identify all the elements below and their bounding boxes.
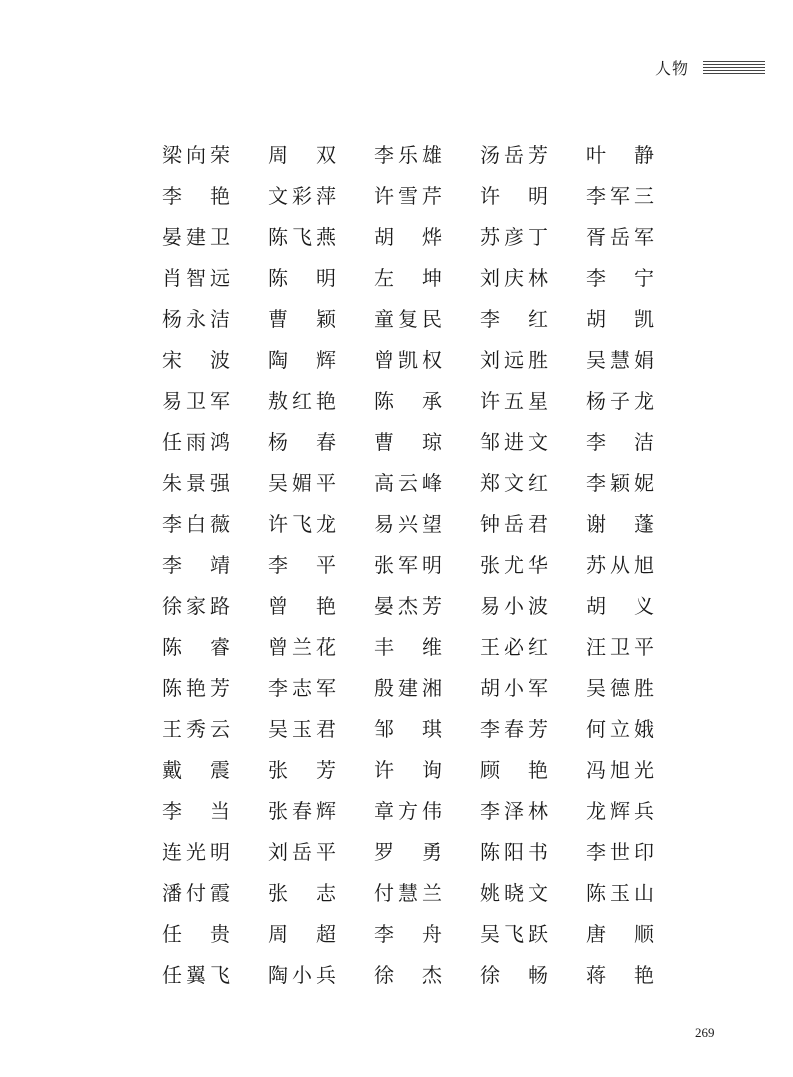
name-entry: 朱 景 强 xyxy=(162,471,230,495)
running-header xyxy=(655,56,765,79)
section-title: 人物 xyxy=(654,59,689,78)
name-entry: 肖 智 远 xyxy=(162,266,230,290)
name-entry: 陈 阳 书 xyxy=(480,840,548,864)
name-entry: 胥 岳 军 xyxy=(586,225,654,249)
name-entry: 高 云 峰 xyxy=(374,471,442,495)
name-entry: 李 白 薇 xyxy=(162,512,230,536)
name-entry: 陶 辉 xyxy=(268,348,336,372)
name-entry: 胡 凯 xyxy=(586,307,654,331)
name-entry: 顾 艳 xyxy=(480,758,548,782)
name-entry: 曹 琼 xyxy=(374,430,442,454)
name-entry: 罗 勇 xyxy=(374,840,442,864)
name-entry: 付 慧 兰 xyxy=(374,881,442,905)
name-entry: 姚 晓 文 xyxy=(480,881,548,905)
name-entry: 张 尤 华 xyxy=(480,553,548,577)
name-entry: 杨 春 xyxy=(268,430,336,454)
name-entry: 李 颖 妮 xyxy=(586,471,654,495)
name-entry: 曾 艳 xyxy=(268,594,336,618)
name-entry: 李 世 印 xyxy=(586,840,654,864)
name-entry: 吴 慧 娟 xyxy=(586,348,654,372)
name-entry: 冯 旭 光 xyxy=(586,758,654,782)
name-entry: 陈 承 xyxy=(374,389,442,413)
name-entry: 李 舟 xyxy=(374,922,442,946)
name-entry: 丰 维 xyxy=(374,635,442,659)
name-entry: 连 光 明 xyxy=(162,840,230,864)
name-entry: 蒋 艳 xyxy=(586,963,654,987)
name-entry: 吴 飞 跃 xyxy=(480,922,548,946)
name-entry: 胡 烨 xyxy=(374,225,442,249)
name-list xyxy=(162,135,692,996)
name-entry: 易 兴 望 xyxy=(374,512,442,536)
name-entry: 左 坤 xyxy=(374,266,442,290)
name-entry: 许 飞 龙 xyxy=(268,512,336,536)
name-entry: 陶 小 兵 xyxy=(268,963,336,987)
name-entry: 刘 庆 林 xyxy=(480,266,548,290)
header-rule-lines xyxy=(703,61,765,74)
name-entry: 文 彩 萍 xyxy=(268,184,336,208)
name-entry: 钟 岳 君 xyxy=(480,512,548,536)
name-entry: 吴 德 胜 xyxy=(586,676,654,700)
name-entry: 汪 卫 平 xyxy=(586,635,654,659)
name-entry: 童 复 民 xyxy=(374,307,442,331)
name-entry: 李 春 芳 xyxy=(480,717,548,741)
name-entry: 曾 凯 权 xyxy=(374,348,442,372)
name-entry: 陈 飞 燕 xyxy=(268,225,336,249)
name-entry: 易 卫 军 xyxy=(162,389,230,413)
name-entry: 徐 杰 xyxy=(374,963,442,987)
name-entry: 许 询 xyxy=(374,758,442,782)
page-number: 269 xyxy=(695,1025,715,1040)
name-entry: 李 军 三 xyxy=(586,184,654,208)
name-entry: 唐 顺 xyxy=(586,922,654,946)
name-entry: 刘 远 胜 xyxy=(480,348,548,372)
name-entry: 陈 玉 山 xyxy=(586,881,654,905)
name-entry: 张 志 xyxy=(268,881,336,905)
name-entry: 李 艳 xyxy=(162,184,230,208)
name-entry: 李 志 军 xyxy=(268,676,336,700)
name-entry: 李 泽 林 xyxy=(480,799,548,823)
name-entry: 苏 从 旭 xyxy=(586,553,654,577)
name-entry: 吴 媚 平 xyxy=(268,471,336,495)
name-entry: 龙 辉 兵 xyxy=(586,799,654,823)
name-entry: 易 小 波 xyxy=(480,594,548,618)
name-entry: 胡 义 xyxy=(586,594,654,618)
name-entry: 王 必 红 xyxy=(480,635,548,659)
name-entry: 许 雪 芹 xyxy=(374,184,442,208)
name-entry: 吴 玉 君 xyxy=(268,717,336,741)
name-entry: 陈 明 xyxy=(268,266,336,290)
name-entry: 苏 彦 丁 xyxy=(480,225,548,249)
name-entry: 李 平 xyxy=(268,553,336,577)
name-entry: 张 军 明 xyxy=(374,553,442,577)
name-entry: 任 贵 xyxy=(162,922,230,946)
name-entry: 徐 畅 xyxy=(480,963,548,987)
name-entry: 梁 向 荣 xyxy=(162,143,230,167)
name-entry: 李 洁 xyxy=(586,430,654,454)
name-entry: 戴 震 xyxy=(162,758,230,782)
name-entry: 李 乐 雄 xyxy=(374,143,442,167)
name-entry: 张 春 辉 xyxy=(268,799,336,823)
name-entry: 许 明 xyxy=(480,184,548,208)
name-entry: 李 红 xyxy=(480,307,548,331)
name-entry: 何 立 娥 xyxy=(586,717,654,741)
name-entry: 汤 岳 芳 xyxy=(480,143,548,167)
name-entry: 杨 永 洁 xyxy=(162,307,230,331)
name-entry: 张 芳 xyxy=(268,758,336,782)
name-entry: 晏 建 卫 xyxy=(162,225,230,249)
name-entry: 曹 颖 xyxy=(268,307,336,331)
name-entry: 邹 琪 xyxy=(374,717,442,741)
name-entry: 刘 岳 平 xyxy=(268,840,336,864)
name-entry: 宋 波 xyxy=(162,348,230,372)
name-entry: 许 五 星 xyxy=(480,389,548,413)
name-entry: 李 宁 xyxy=(586,266,654,290)
name-entry: 晏 杰 芳 xyxy=(374,594,442,618)
name-entry: 陈 睿 xyxy=(162,635,230,659)
name-entry: 敖 红 艳 xyxy=(268,389,336,413)
name-entry: 任 雨 鸿 xyxy=(162,430,230,454)
name-entry: 章 方 伟 xyxy=(374,799,442,823)
name-entry: 周 双 xyxy=(268,143,336,167)
name-entry: 胡 小 军 xyxy=(480,676,548,700)
name-entry: 李 当 xyxy=(162,799,230,823)
name-entry: 王 秀 云 xyxy=(162,717,230,741)
name-entry: 潘 付 霞 xyxy=(162,881,230,905)
name-entry: 周 超 xyxy=(268,922,336,946)
name-entry: 邹 进 文 xyxy=(480,430,548,454)
name-entry: 谢 蓬 xyxy=(586,512,654,536)
name-entry: 李 靖 xyxy=(162,553,230,577)
name-entry: 叶 静 xyxy=(586,143,654,167)
name-entry: 曾 兰 花 xyxy=(268,635,336,659)
name-entry: 郑 文 红 xyxy=(480,471,548,495)
name-entry: 殷 建 湘 xyxy=(374,676,442,700)
name-entry: 徐 家 路 xyxy=(162,594,230,618)
name-entry: 陈 艳 芳 xyxy=(162,676,230,700)
name-entry: 任 翼 飞 xyxy=(162,963,230,987)
name-entry: 杨 子 龙 xyxy=(586,389,654,413)
